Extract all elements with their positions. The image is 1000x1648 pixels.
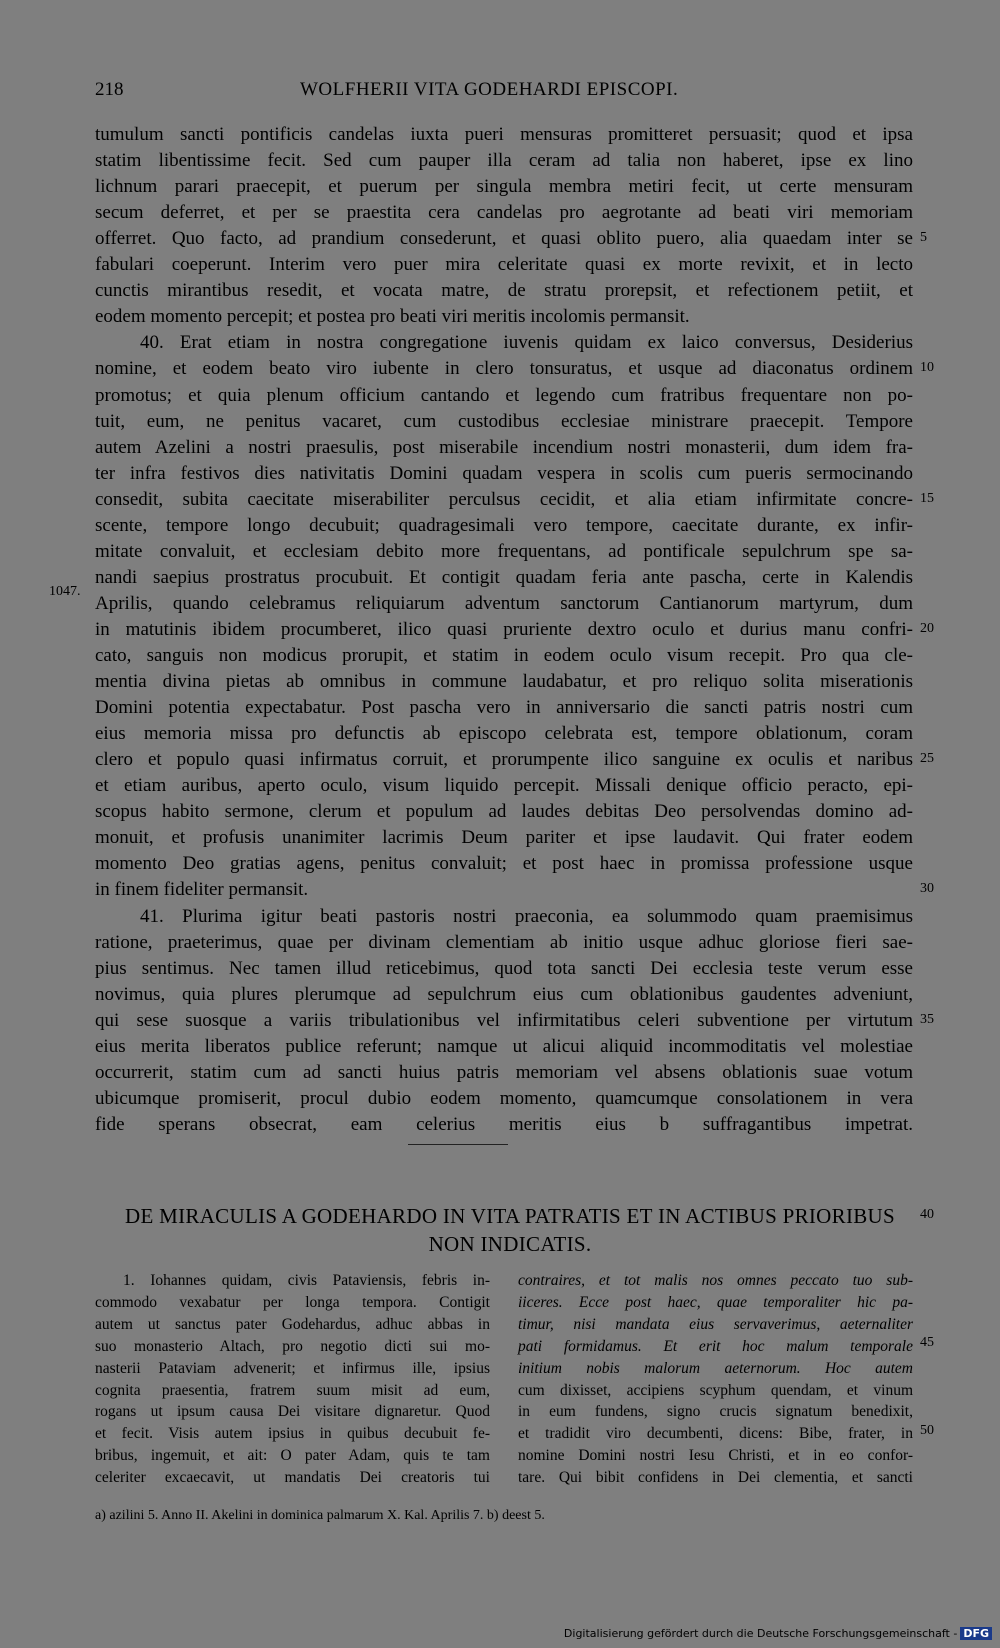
right-column-line: iiceres. Ecce post haec, quae temporaliter hic pa- <box>518 1293 913 1311</box>
text-line: tumulum sancti pontificis candelas iuxta pueri mensuras promitteret persuasit; quod et ipsa <box>95 124 913 145</box>
left-column-line: et fecit. Visis autem ipsius in quibus decubuit fe- <box>95 1425 490 1443</box>
text-line: novimus, quia plures plerumque ad sepulchrum eius cum oblationibus gaudentes adveniunt, <box>95 983 913 1005</box>
digitization-credit <box>564 1627 992 1640</box>
right-column-line: tare. Qui bibit confidens in Dei clementia, et sancti <box>518 1469 913 1487</box>
text-line: offerret. Quo facto, ad prandium consederunt, et quasi oblito puero, alia quaedam inter se <box>95 228 913 250</box>
text-line: eius merita liberatos publice referunt; namque ut alicui aliquid incommoditatis vel molestiae <box>95 1035 913 1057</box>
text-line: scente, tempore longo decubuit; quadragesimali vero tempore, caecitate durante, ex infir- <box>95 514 913 536</box>
text-line: occurrerit, statim cum ad sancti huius patris memoriam vel absens oblationis suae votum <box>95 1061 913 1083</box>
text-line: pius sentimus. Nec tamen illud reticebimus, quod tota sancti Dei ecclesia teste verum esse <box>95 957 913 979</box>
text-line: consedit, subita caecitate miserabiliter perculsus cecidit, et alia etiam infirmitate concre- <box>95 488 913 510</box>
margin-year-note: 1047. <box>49 584 81 599</box>
line-number: 10 <box>920 360 934 376</box>
text-line: cato, sanguis non modicus prorupit, et statim in eodem oculo visum recepit. Pro qua cle- <box>95 645 913 666</box>
line-number: 45 <box>920 1335 934 1350</box>
left-column-line: 1. Iohannes quidam, civis Pataviensis, febris in- <box>123 1272 490 1289</box>
section-title-line-1: DE MIRACULIS A GODEHARDO IN VITA PATRATIS ET IN ACTIBUS PRIORIBUS <box>124 1204 895 1228</box>
line-number: 20 <box>920 620 934 636</box>
text-line: Aprilis, quando celebramus reliquiarum adventum sanctorum Cantianorum martyrum, dum <box>95 592 913 614</box>
left-column-line: autem ut sanctus pater Godehardus, adhuc abbas in <box>95 1315 490 1333</box>
left-column-line: suo monasterio Altach, pro negotio dicti sui mo- <box>95 1337 490 1355</box>
right-column-line: et tradidit viro decumbenti, dicens: Bibe, frater, in <box>518 1425 913 1443</box>
text-line: nandi saepius prostratus procubuit. Et contigit quadam feria ante pascha, certe in Kalendis <box>95 566 913 588</box>
page-number: 218 <box>95 79 124 100</box>
text-line: eodem momento percepit; et postea pro beati viri meritis incolomis permansit. <box>95 306 690 328</box>
text-line: ter infra festivos dies nativitatis Domini quadam vespera in scolis cum pueris sermocinando <box>95 462 913 484</box>
text-line: qui sese suosque a variis tribulationibus vel infirmitatibus celeri subventione per virtutum <box>95 1009 913 1031</box>
text-line: fabulari coeperunt. Interim vero puer mira celeritate quasi ex morte revixit, et in lecto <box>95 254 913 276</box>
text-line: scopus habito sermone, clerum et populum ad laudes debitas Deo persolvendas domino ad- <box>95 801 913 823</box>
text-line: momento Deo gratias agens, penitus convaluit; et post haec in promissa professione usque <box>95 853 913 875</box>
text-line: autem Azelini a nostri praesulis, post miserabile incendium nostri monasterii, dum idem fra- <box>95 436 913 458</box>
text-line: secum deferret, et per se praestita cera candelas pro aegrotante ad beati viri memoriam <box>95 202 913 224</box>
left-column-line: rogans ut ipsum causa Dei visitare dignaretur. Quod <box>95 1403 490 1421</box>
text-line: fide sperans obsecrat, eam celerius meritis eius b suffragantibus impetrat. <box>95 1113 913 1135</box>
text-line: promotus; et quia plenum officium cantando et legendo cum fratribus frequentare non po- <box>95 384 913 406</box>
text-line: cunctis mirantibus resedit, et vocata matre, de stratu prorepsit, et refectionem petiit, et <box>95 280 913 302</box>
line-number: 50 <box>920 1423 934 1438</box>
text-line: lichnum parari praecepit, et puerum per singula membra metiri fecit, ut certe mensuram <box>95 176 913 198</box>
text-line: ubicumque promiserit, procul dubio eodem momento, quamcumque consolationem in vera <box>95 1087 913 1109</box>
right-column-line: cum dixisset, accipiens scyphum quendam, et vinum <box>518 1381 913 1399</box>
text-line: in matutinis ibidem procumberet, ilico quasi pruriente dextro oculo et durius manu confri- <box>95 618 913 640</box>
text-line: nomine, et eodem beato viro iubente in clero tonsuratus, et usque ad diaconatus ordinem <box>95 358 913 380</box>
left-column-line: cognita praesentia, fratrem suum misit ad eum, <box>95 1381 490 1399</box>
dfg-logo: DFG <box>960 1627 992 1640</box>
left-column-line: celeriter excaecavit, ut mandatis Dei creatoris tui <box>95 1469 490 1487</box>
left-column-line: bribus, ingemuit, et ait: O pater Adam, quis te tam <box>95 1447 490 1465</box>
text-line: et etiam auribus, aperto oculo, visum liquido percepit. Missali denique officio peracto, epi- <box>95 775 913 797</box>
line-number: 5 <box>920 230 927 246</box>
text-line: 40. Erat etiam in nostra congregatione iuvenis quidam ex laico conversus, Desiderius <box>140 332 913 354</box>
text-line: tuit, eum, ne penitus vacaret, cum custodibus ecclesiae ministrare praecepit. Tempore <box>95 410 913 432</box>
text-line: eius memoria missa pro defunctis ab episcopo celebrata est, tempore oblationum, coram <box>95 723 913 745</box>
right-column-line: contraires, et tot malis nos omnes peccato tuo sub- <box>518 1272 913 1289</box>
text-line: 41. Plurima igitur beati pastoris nostri praeconia, ea solummodo quam praemisimus <box>140 905 913 927</box>
running-title: WOLFHERII VITA GODEHARDI EPISCOPI. <box>300 79 679 100</box>
right-column-line: initium nobis malorum aeternorum. Hoc autem <box>518 1359 913 1377</box>
text-line: monuit, et profusis unanimiter lacrimis Deum pariter et ipse laudavit. Qui frater eodem <box>95 827 913 849</box>
line-number: 25 <box>920 751 934 767</box>
text-line: Domini potentia expectabatur. Post pascha vero in anniversario die sancti patris nostri cum <box>95 697 913 719</box>
footnote: a) azilini 5. Anno II. Akelini in dominica palmarum X. Kal. Aprilis 7. b) deest 5. <box>95 1508 545 1523</box>
line-number: 40 <box>920 1207 934 1222</box>
section-title <box>110 1202 910 1258</box>
text-line: ratione, praeterimus, quae per divinam clementiam ab initio usque adhuc gloriose fieri sae- <box>95 931 913 953</box>
line-number: 15 <box>920 490 934 506</box>
section-divider <box>408 1144 508 1145</box>
line-number: 35 <box>920 1011 934 1027</box>
left-column-line: nasterii Pataviam advenerit; et infirmus ille, ipsius <box>95 1359 490 1377</box>
text-line: clero et populo quasi infirmatus corruit, et prorumpente ilico sanguine ex oculis et naribus <box>95 749 913 771</box>
right-column-line: nomine Domini nostri Iesu Christi, et in eo confor- <box>518 1447 913 1465</box>
line-number: 30 <box>920 881 934 897</box>
right-column-line: timur, nisi mandata eius servaverimus, aeternaliter <box>518 1315 913 1333</box>
text-line: statim libentissime fecit. Sed cum pauper illa ceram ad talia non haberet, ipse ex lino <box>95 150 913 172</box>
right-column-line: in eum fundens, signo crucis signatum benedixit, <box>518 1403 913 1421</box>
section-title-line-2: NON INDICATIS. <box>428 1232 592 1256</box>
right-column-line: pati formidamus. Et erit hoc malum temporale <box>518 1337 913 1355</box>
text-line: in finem fideliter permansit. <box>95 879 309 901</box>
text-line: mitate convaluit, et ecclesiam debito more frequentans, ad pontificale sepulchrum spe sa- <box>95 540 913 562</box>
credit-text: Digitalisierung gefördert durch die Deutsche Forschungsgemeinschaft - <box>563 1627 958 1640</box>
text-line: mentia divina pietas ab omnibus in commune laudabatur, et pro reliquo solita miserationis <box>95 671 913 693</box>
left-column-line: commodo vexabatur per longa tempora. Contigit <box>95 1293 490 1311</box>
